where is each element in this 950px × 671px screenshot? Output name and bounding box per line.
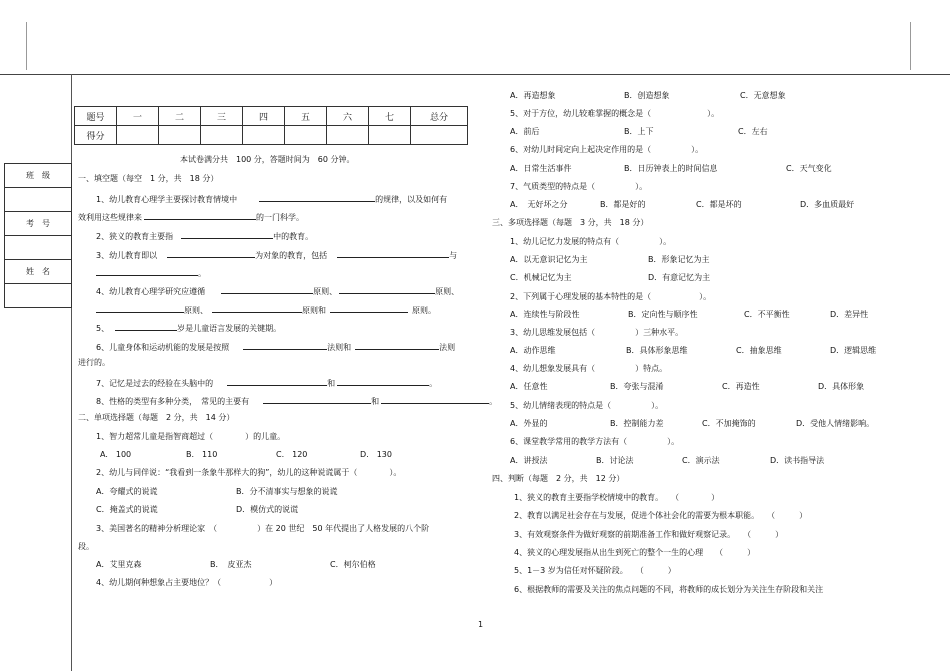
answer-blank[interactable]	[212, 304, 302, 313]
option[interactable]: D．多血质最好	[800, 200, 855, 209]
option[interactable]: C．掩盖式的说谎	[96, 505, 158, 514]
answer-blank[interactable]	[259, 193, 375, 202]
score-input-cell[interactable]	[243, 126, 285, 145]
option[interactable]: A．再造想象	[510, 91, 556, 100]
option[interactable]: A. 100	[100, 450, 132, 459]
option[interactable]: B．定向性与顺序性	[628, 310, 698, 319]
option[interactable]: B．夸张与混淆	[610, 382, 664, 391]
question	[96, 341, 455, 353]
score-table	[74, 106, 468, 145]
question: 1、幼儿记忆力发展的特点有（ ）。	[510, 237, 672, 246]
question-text: 原则、	[435, 287, 460, 296]
class-field[interactable]	[5, 188, 72, 212]
question: 6、课堂教学常用的教学方法有（ ）。	[510, 437, 680, 446]
question-text: 3、幼儿教育即以	[96, 251, 158, 260]
question: 4、狭义的心理发展指从出生到死亡的整个一生的心理 （ ）	[514, 548, 756, 557]
answer-blank[interactable]	[381, 395, 489, 404]
option[interactable]: D．逻辑思维	[830, 346, 877, 355]
question-text: 。	[198, 269, 206, 278]
option[interactable]: A．讲授法	[510, 456, 548, 465]
option[interactable]: A．任意性	[510, 382, 548, 391]
exam-number-label: 考 号	[5, 212, 72, 236]
question-text: 为对象的教育，包括	[255, 251, 328, 260]
page-number: 1	[478, 620, 484, 629]
answer-blank[interactable]	[355, 341, 439, 350]
question: 4、幼儿期何种想象占主要地位？（ ）	[96, 578, 278, 587]
question	[96, 395, 497, 407]
answer-blank[interactable]	[339, 285, 435, 294]
score-table-cell: 一	[117, 107, 159, 126]
option[interactable]: B．创造想象	[624, 91, 670, 100]
score-input-cell[interactable]	[117, 126, 159, 145]
option[interactable]: C．都是坏的	[696, 200, 742, 209]
option[interactable]: C．天气变化	[786, 164, 832, 173]
option[interactable]: D．读书指导法	[770, 456, 825, 465]
question	[96, 249, 457, 261]
answer-blank[interactable]	[96, 267, 198, 276]
question-text: 的规律，以及如何有	[375, 195, 448, 204]
score-table-cell: 六	[327, 107, 369, 126]
option[interactable]: C. 120	[276, 450, 308, 459]
option[interactable]: C．机械记忆为主	[510, 273, 572, 282]
answer-blank[interactable]	[115, 322, 177, 331]
section-heading: 四、判断（每题 2 分，共 12 分）	[492, 474, 625, 483]
score-table-cell: 四	[243, 107, 285, 126]
option[interactable]: B．都是好的	[600, 200, 646, 209]
question-text: 原则、	[184, 306, 208, 315]
question-text: 8、性格的类型有多种分类， 常见的主要有	[96, 397, 250, 406]
score-input-cell[interactable]	[201, 126, 243, 145]
option[interactable]: D. 130	[360, 450, 392, 459]
question-text: 法则和	[327, 343, 352, 352]
score-input-cell[interactable]	[327, 126, 369, 145]
score-table-cell: 七	[369, 107, 411, 126]
option[interactable]: B．上下	[624, 127, 654, 136]
name-field[interactable]	[5, 284, 72, 308]
option[interactable]: D．具体形象	[818, 382, 865, 391]
score-table-cell: 得分	[75, 126, 117, 145]
question: 3、美国著名的精神分析理论家 （ ）在 20 世纪 50 年代提出了人格发展的八个阶	[96, 524, 430, 533]
score-table-score-row	[75, 126, 468, 145]
question	[96, 230, 313, 242]
question-text: 进行的。	[78, 358, 110, 367]
option[interactable]: C．抽象思维	[736, 346, 782, 355]
question: 5、1－3 岁为信任对怀疑阶段。 （ ）	[514, 566, 676, 575]
option[interactable]: C．不加掩饰的	[702, 419, 756, 428]
score-input-cell[interactable]	[159, 126, 201, 145]
question: 2、下列属于心理发展的基本特性的是（ ）。	[510, 292, 712, 301]
answer-blank[interactable]	[263, 395, 371, 404]
score-table-cell: 总分	[411, 107, 468, 126]
question-text: 和	[371, 397, 380, 406]
option[interactable]: D．受他人情绪影响。	[796, 419, 875, 428]
header-rule	[0, 74, 950, 75]
score-input-cell[interactable]	[411, 126, 468, 145]
score-table-cell: 题号	[75, 107, 117, 126]
question-text: 2、狭义的教育主要指	[96, 232, 174, 241]
answer-blank[interactable]	[221, 285, 313, 294]
question: 6、根据教师的需要及关注的焦点问题的不同，将教师的成长划分为关注生存阶段和关注	[514, 585, 824, 594]
score-table-cell: 五	[285, 107, 327, 126]
option[interactable]: A． 无好坏之分	[510, 200, 568, 209]
option[interactable]: A．以无意识记忆为主	[510, 255, 588, 264]
name-label: 姓 名	[5, 260, 72, 284]
answer-blank[interactable]	[227, 377, 327, 386]
option[interactable]: B．控制能力差	[610, 419, 664, 428]
question-text: 7、记忆是过去的经验在头脑中的	[96, 379, 214, 388]
answer-blank[interactable]	[337, 249, 449, 258]
student-info-table	[4, 163, 72, 308]
question: 2、教育以满足社会存在与发展，促进个体社会化的需要为根本职能。 （ ）	[514, 511, 808, 520]
option[interactable]: D．模仿式的说谎	[236, 505, 299, 514]
question-text: 和	[327, 379, 336, 388]
option[interactable]: D．差异性	[830, 310, 869, 319]
answer-blank[interactable]	[167, 249, 255, 258]
option[interactable]: B．具体形象思维	[626, 346, 688, 355]
option[interactable]: B．形象记忆为主	[648, 255, 710, 264]
answer-blank[interactable]	[96, 304, 184, 313]
question-text: 岁是儿童语言发展的关键期。	[177, 324, 282, 333]
option[interactable]: C．柯尔伯格	[330, 560, 376, 569]
question-text: 。	[489, 397, 498, 406]
option[interactable]: A．连续性与阶段性	[510, 310, 580, 319]
question-text: 与	[449, 251, 458, 260]
option[interactable]: B．分不清事实与想象的说谎	[236, 487, 338, 496]
score-table-cell: 三	[201, 107, 243, 126]
question: 6、对幼儿时间定向上起决定作用的是（ ）。	[510, 145, 704, 154]
option[interactable]: B. 110	[186, 450, 218, 459]
answer-blank[interactable]	[144, 211, 256, 220]
option[interactable]: D．有意记忆为主	[648, 273, 711, 282]
question	[78, 358, 110, 368]
question	[96, 285, 459, 297]
question-text: 4、幼儿教育心理学研究应遵循	[96, 287, 206, 296]
question	[96, 322, 281, 334]
option[interactable]: C．无意想象	[740, 91, 786, 100]
option[interactable]: A．动作思维	[510, 346, 556, 355]
question-text: 法则	[439, 343, 456, 352]
answer-blank[interactable]	[243, 341, 327, 350]
question-text: 6、儿童身体和运动机能的发展是按照	[96, 343, 230, 352]
question: 5、幼儿情绪表现的特点是（ ）。	[510, 401, 664, 410]
answer-blank[interactable]	[330, 304, 408, 313]
question	[78, 211, 304, 223]
class-label: 班 级	[5, 164, 72, 188]
option[interactable]: A．夸耀式的说谎	[96, 487, 158, 496]
score-table-cell: 二	[159, 107, 201, 126]
question-text: 。	[429, 379, 438, 388]
top-right-margin-line	[910, 22, 911, 70]
option[interactable]: A．外显的	[510, 419, 548, 428]
option[interactable]: C．演示法	[682, 456, 720, 465]
option[interactable]: B．讨论法	[596, 456, 634, 465]
option[interactable]: A．艾里克森	[96, 560, 142, 569]
question-text: 5、	[96, 324, 110, 333]
exam-number-field[interactable]	[5, 236, 72, 260]
section-heading: 三、多项选择题（每题 3 分，共 18 分）	[492, 218, 649, 227]
question: 3、幼儿思维发展包括（ ）三种水平。	[510, 328, 684, 337]
option[interactable]: C．左右	[738, 127, 768, 136]
question-text: 的一门科学。	[256, 213, 304, 222]
top-left-margin-line	[26, 22, 27, 70]
question: 3、有效观察条件为做好观察的前期准备工作和做好观察记录。 （ ）	[514, 530, 784, 539]
section-heading: 一、填空题（每空 1 分，共 18 分）	[78, 174, 219, 183]
answer-blank[interactable]	[337, 377, 429, 386]
question: 1、狭义的教育主要指学校情境中的教育。 （ ）	[514, 493, 720, 502]
score-table-header-row	[75, 107, 468, 126]
question: 2、幼儿与同伴说：“我看到一条象牛那样大的狗”，幼儿的这种说谎属于（ ）。	[96, 468, 402, 477]
question: 段。	[78, 542, 94, 551]
question-text: 原则和	[302, 306, 326, 315]
question-text: 原则。	[412, 306, 436, 315]
question: 5、对于方位，幼儿较难掌握的概念是（ ）。	[510, 109, 720, 118]
question: 7、气质类型的特点是（ ）。	[510, 182, 648, 191]
option[interactable]: B．日历钟表上的时间信息	[624, 164, 718, 173]
question-text: 中的教育。	[273, 232, 314, 241]
option[interactable]: A．日常生活事件	[510, 164, 572, 173]
score-input-cell[interactable]	[369, 126, 411, 145]
question-text: 原则、	[313, 287, 338, 296]
question	[96, 377, 437, 389]
option[interactable]: C．再造性	[722, 382, 760, 391]
option[interactable]: A．前后	[510, 127, 540, 136]
option[interactable]: B． 皮亚杰	[210, 560, 252, 569]
question: 1、智力超常儿童是指智商超过（ ）的儿童。	[96, 432, 286, 441]
option[interactable]: C．不平衡性	[744, 310, 790, 319]
question	[96, 304, 436, 316]
score-input-cell[interactable]	[285, 126, 327, 145]
question	[96, 193, 447, 205]
answer-blank[interactable]	[181, 230, 273, 239]
exam-intro: 本试卷满分共 100 分，答题时间为 60 分钟。	[180, 155, 355, 164]
question: 4、幼儿想象发展具有（ ）特点。	[510, 364, 668, 373]
question	[96, 267, 206, 279]
section-heading: 二、单项选择题（每题 2 分，共 14 分）	[78, 413, 235, 422]
question-text: 效利用这些规律来	[78, 213, 142, 222]
question-text: 1、幼儿教育心理学主要探讨教育情境中	[96, 195, 238, 204]
